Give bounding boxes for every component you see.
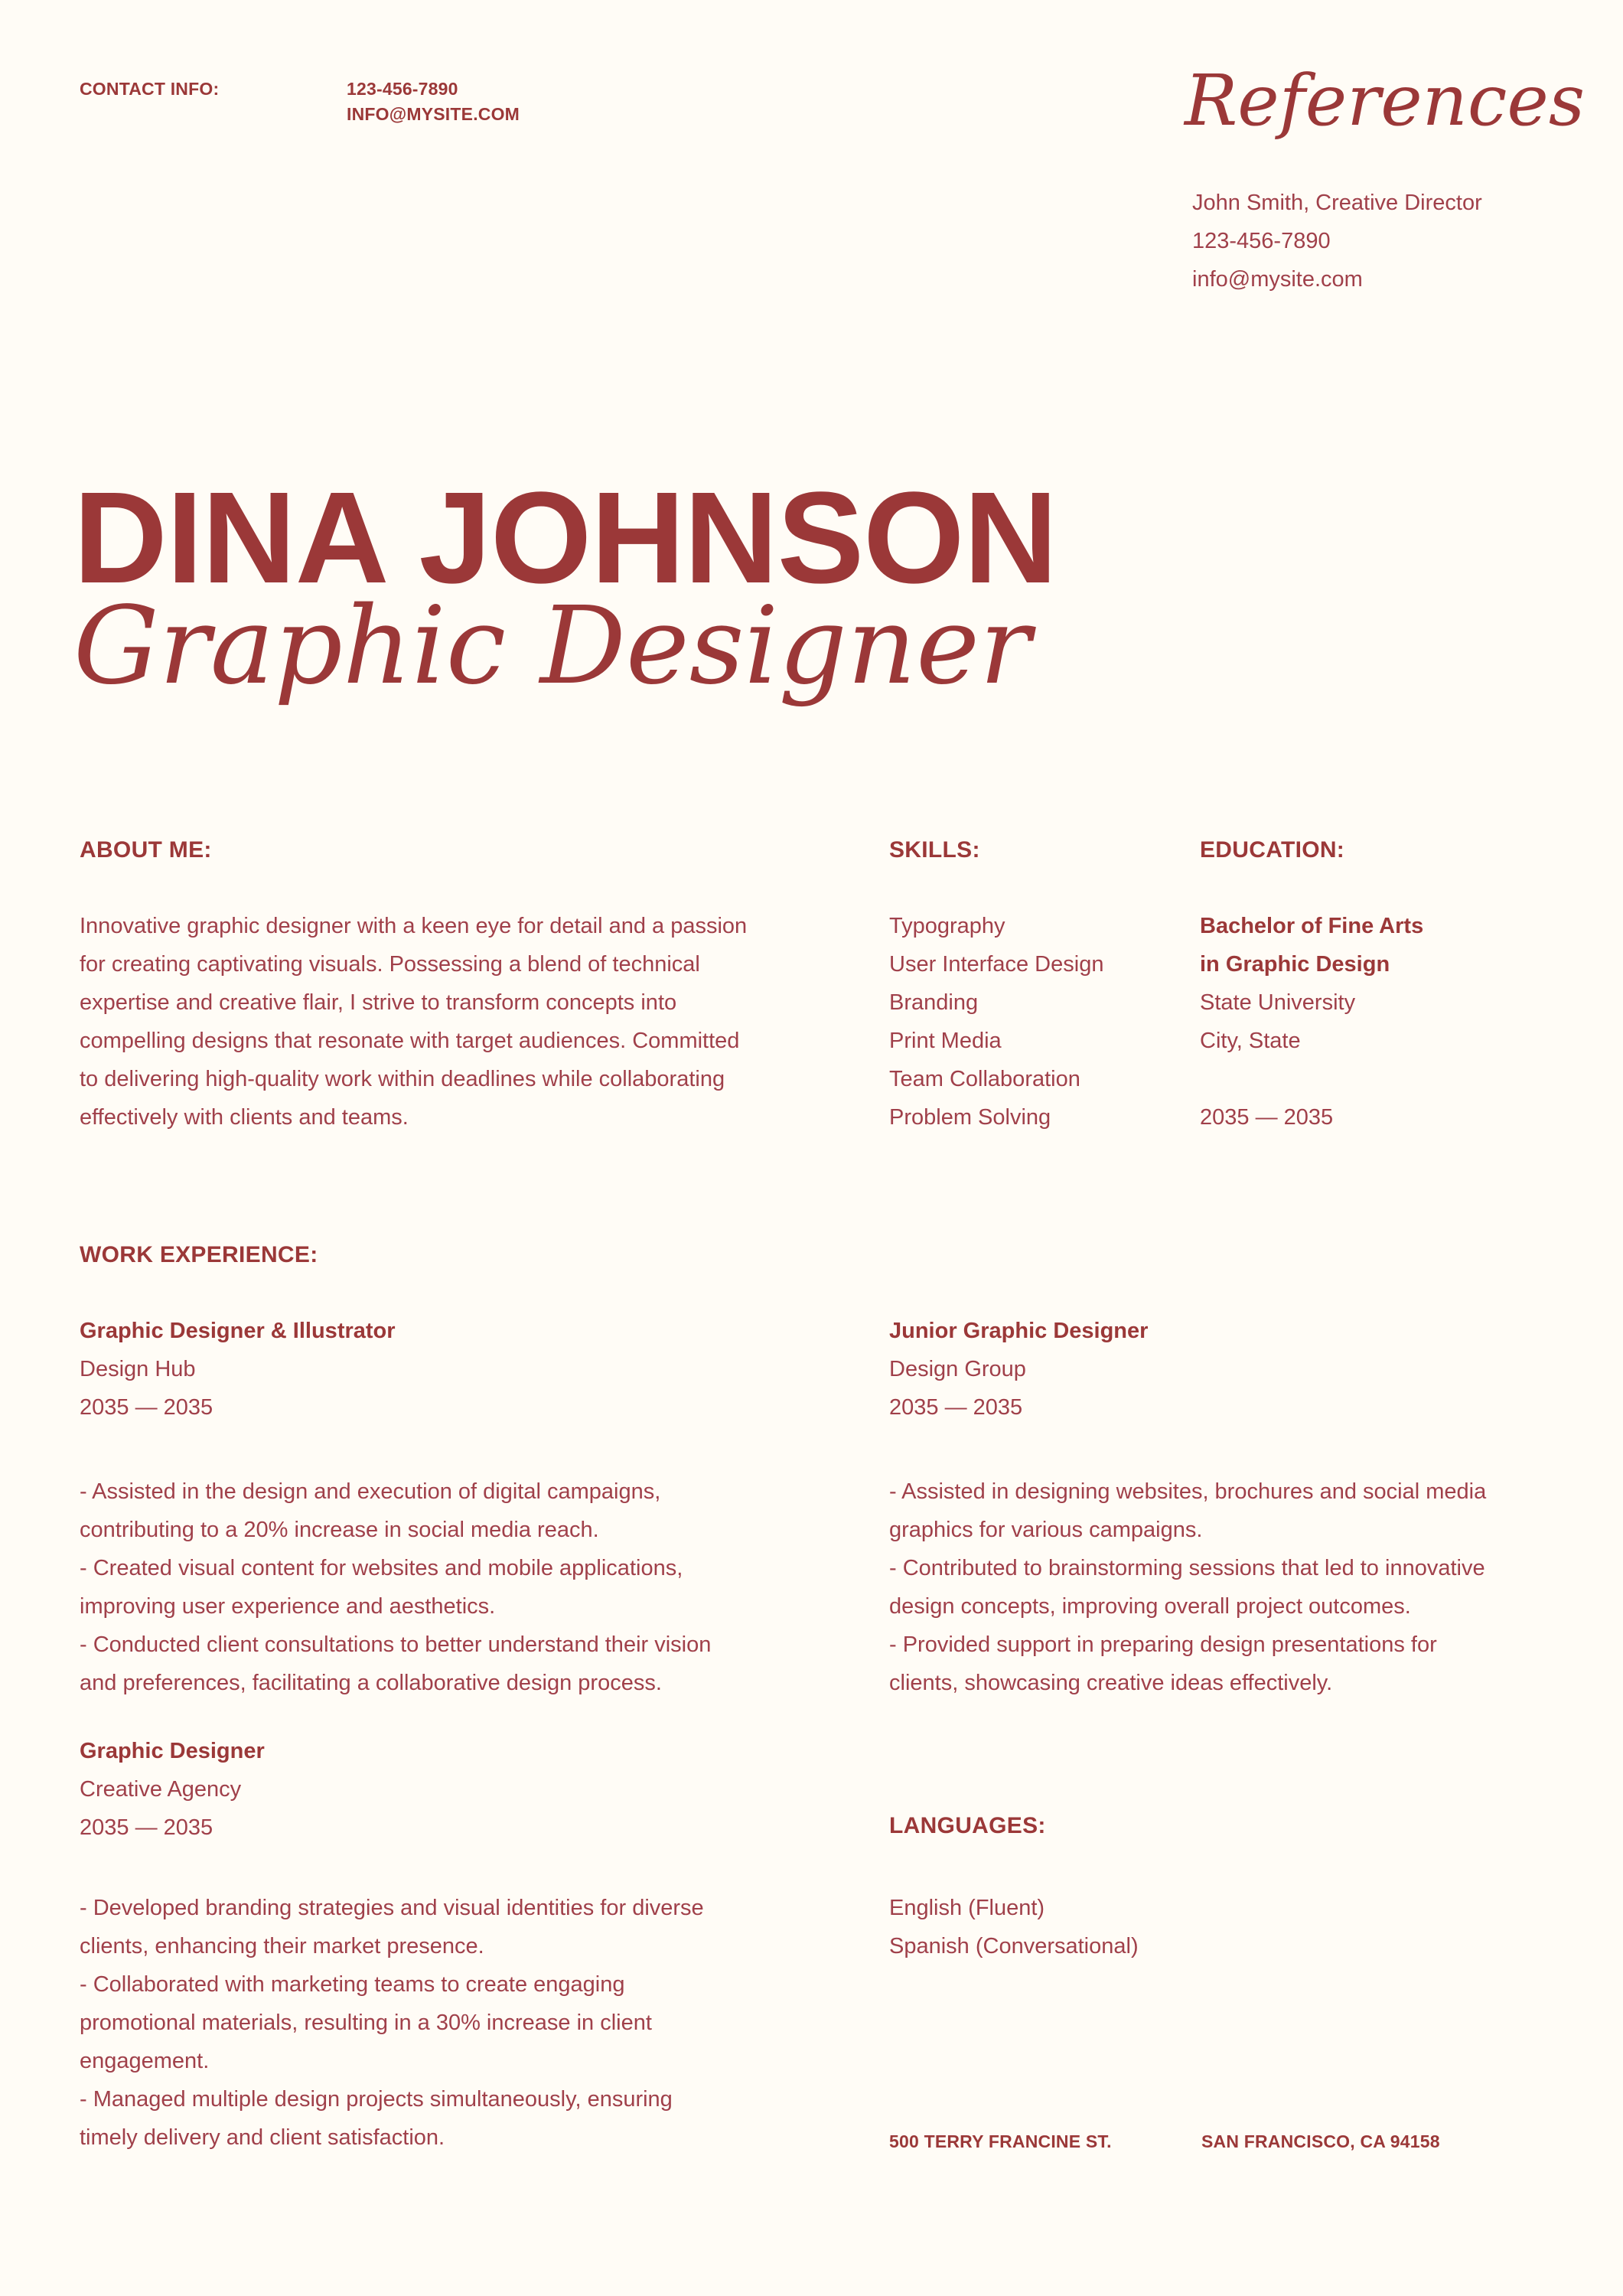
job-title: Graphic Designer (80, 1739, 265, 1763)
education-degree: in Graphic Design (1200, 952, 1390, 977)
work-heading: WORK EXPERIENCE: (80, 1242, 318, 1267)
address-street: 500 TERRY FRANCINE ST. (889, 2131, 1112, 2151)
languages-heading: LANGUAGES: (889, 1813, 1046, 1838)
reference-phone[interactable]: 123-456-7890 (1192, 229, 1331, 253)
skill-item: Print Media (889, 1029, 1002, 1053)
job-dates: 2035 — 2035 (80, 1395, 213, 1420)
job-detail-line: - Created visual content for websites and mobile applications, (80, 1556, 683, 1580)
job-detail-line: engagement. (80, 2049, 210, 2073)
job-title: Graphic Designer & Illustrator (80, 1319, 396, 1343)
job-title: Junior Graphic Designer (889, 1319, 1149, 1343)
skill-item: Typography (889, 914, 1005, 938)
contact-phone[interactable]: 123-456-7890 (347, 79, 458, 99)
references-title: References (1185, 60, 1586, 142)
about-line: expertise and creative flair, I strive to transform concepts into (80, 990, 677, 1015)
job-detail-line: design concepts, improving overall project outcomes. (889, 1594, 1411, 1619)
candidate-role: Graphic Designer (73, 584, 1031, 709)
education-heading: EDUCATION: (1200, 837, 1345, 863)
about-heading: ABOUT ME: (80, 837, 212, 863)
job-detail-line: - Developed branding strategies and visual identities for diverse (80, 1896, 704, 1920)
education-location: City, State (1200, 1029, 1301, 1053)
about-line: to delivering high-quality work within deadlines while collaborating (80, 1067, 725, 1091)
job-detail-line: and preferences, facilitating a collaborative design process. (80, 1671, 662, 1695)
education-block (1200, 907, 1423, 1137)
job-detail-line: - Assisted in designing websites, brochures and social media (889, 1479, 1487, 1504)
job-company: Creative Agency (80, 1777, 242, 1802)
languages-list (889, 1889, 1139, 1965)
job-entry (80, 1312, 845, 1702)
job-company: Design Group (889, 1357, 1026, 1381)
job-detail-line: clients, enhancing their market presence. (80, 1934, 484, 1958)
reference-name: John Smith, Creative Director (1192, 191, 1482, 215)
about-line: Innovative graphic designer with a keen eye for detail and a passion (80, 914, 748, 938)
language-item: English (Fluent) (889, 1896, 1045, 1920)
references-list (1192, 184, 1482, 298)
contact-label: CONTACT INFO: (80, 79, 220, 99)
contact-email[interactable]: INFO@MYSITE.COM (347, 104, 520, 124)
job-detail-line: - Provided support in preparing design presentations for (889, 1632, 1437, 1657)
skill-item: User Interface Design (889, 952, 1104, 977)
job-dates: 2035 — 2035 (889, 1395, 1023, 1420)
job-detail-line: - Contributed to brainstorming sessions that led to innovative (889, 1556, 1485, 1580)
job-detail-line: - Assisted in the design and execution of digital campaigns, (80, 1479, 661, 1504)
job-detail-line: contributing to a 20% increase in social media reach. (80, 1518, 599, 1542)
skill-item: Branding (889, 990, 979, 1015)
education-school: State University (1200, 990, 1356, 1015)
skill-item: Problem Solving (889, 1105, 1051, 1130)
reference-email[interactable]: info@mysite.com (1192, 267, 1363, 292)
job-detail-line: - Managed multiple design projects simultaneously, ensuring (80, 2087, 673, 2112)
job-detail-line: clients, showcasing creative ideas effectively. (889, 1671, 1333, 1695)
job-detail-line: - Collaborated with marketing teams to create engaging (80, 1972, 625, 1997)
job-entry (889, 1312, 1578, 1702)
candidate-name: DINA JOHNSON (73, 465, 1058, 611)
education-dates: 2035 — 2035 (1200, 1105, 1334, 1130)
about-text (80, 907, 845, 1137)
about-line: for creating captivating visuals. Possessing a blend of technical (80, 952, 700, 977)
job-entry (80, 1732, 845, 2157)
skills-list (889, 907, 1103, 1137)
language-item: Spanish (Conversational) (889, 1934, 1139, 1958)
skills-heading: SKILLS: (889, 837, 980, 863)
job-detail-line: timely delivery and client satisfaction. (80, 2125, 445, 2150)
job-detail-line: promotional materials, resulting in a 30% increase in client (80, 2011, 652, 2035)
education-degree: Bachelor of Fine Arts (1200, 914, 1424, 938)
job-detail-line: improving user experience and aesthetics. (80, 1594, 496, 1619)
contact-block (347, 77, 520, 127)
job-detail-line: - Conducted client consultations to better understand their vision (80, 1632, 712, 1657)
skill-item: Team Collaboration (889, 1067, 1080, 1091)
about-line: effectively with clients and teams. (80, 1105, 409, 1130)
job-detail-line: graphics for various campaigns. (889, 1518, 1203, 1542)
address-city: SAN FRANCISCO, CA 94158 (1201, 2131, 1440, 2151)
job-dates: 2035 — 2035 (80, 1815, 213, 1840)
about-line: compelling designs that resonate with target audiences. Committed (80, 1029, 740, 1053)
job-company: Design Hub (80, 1357, 196, 1381)
